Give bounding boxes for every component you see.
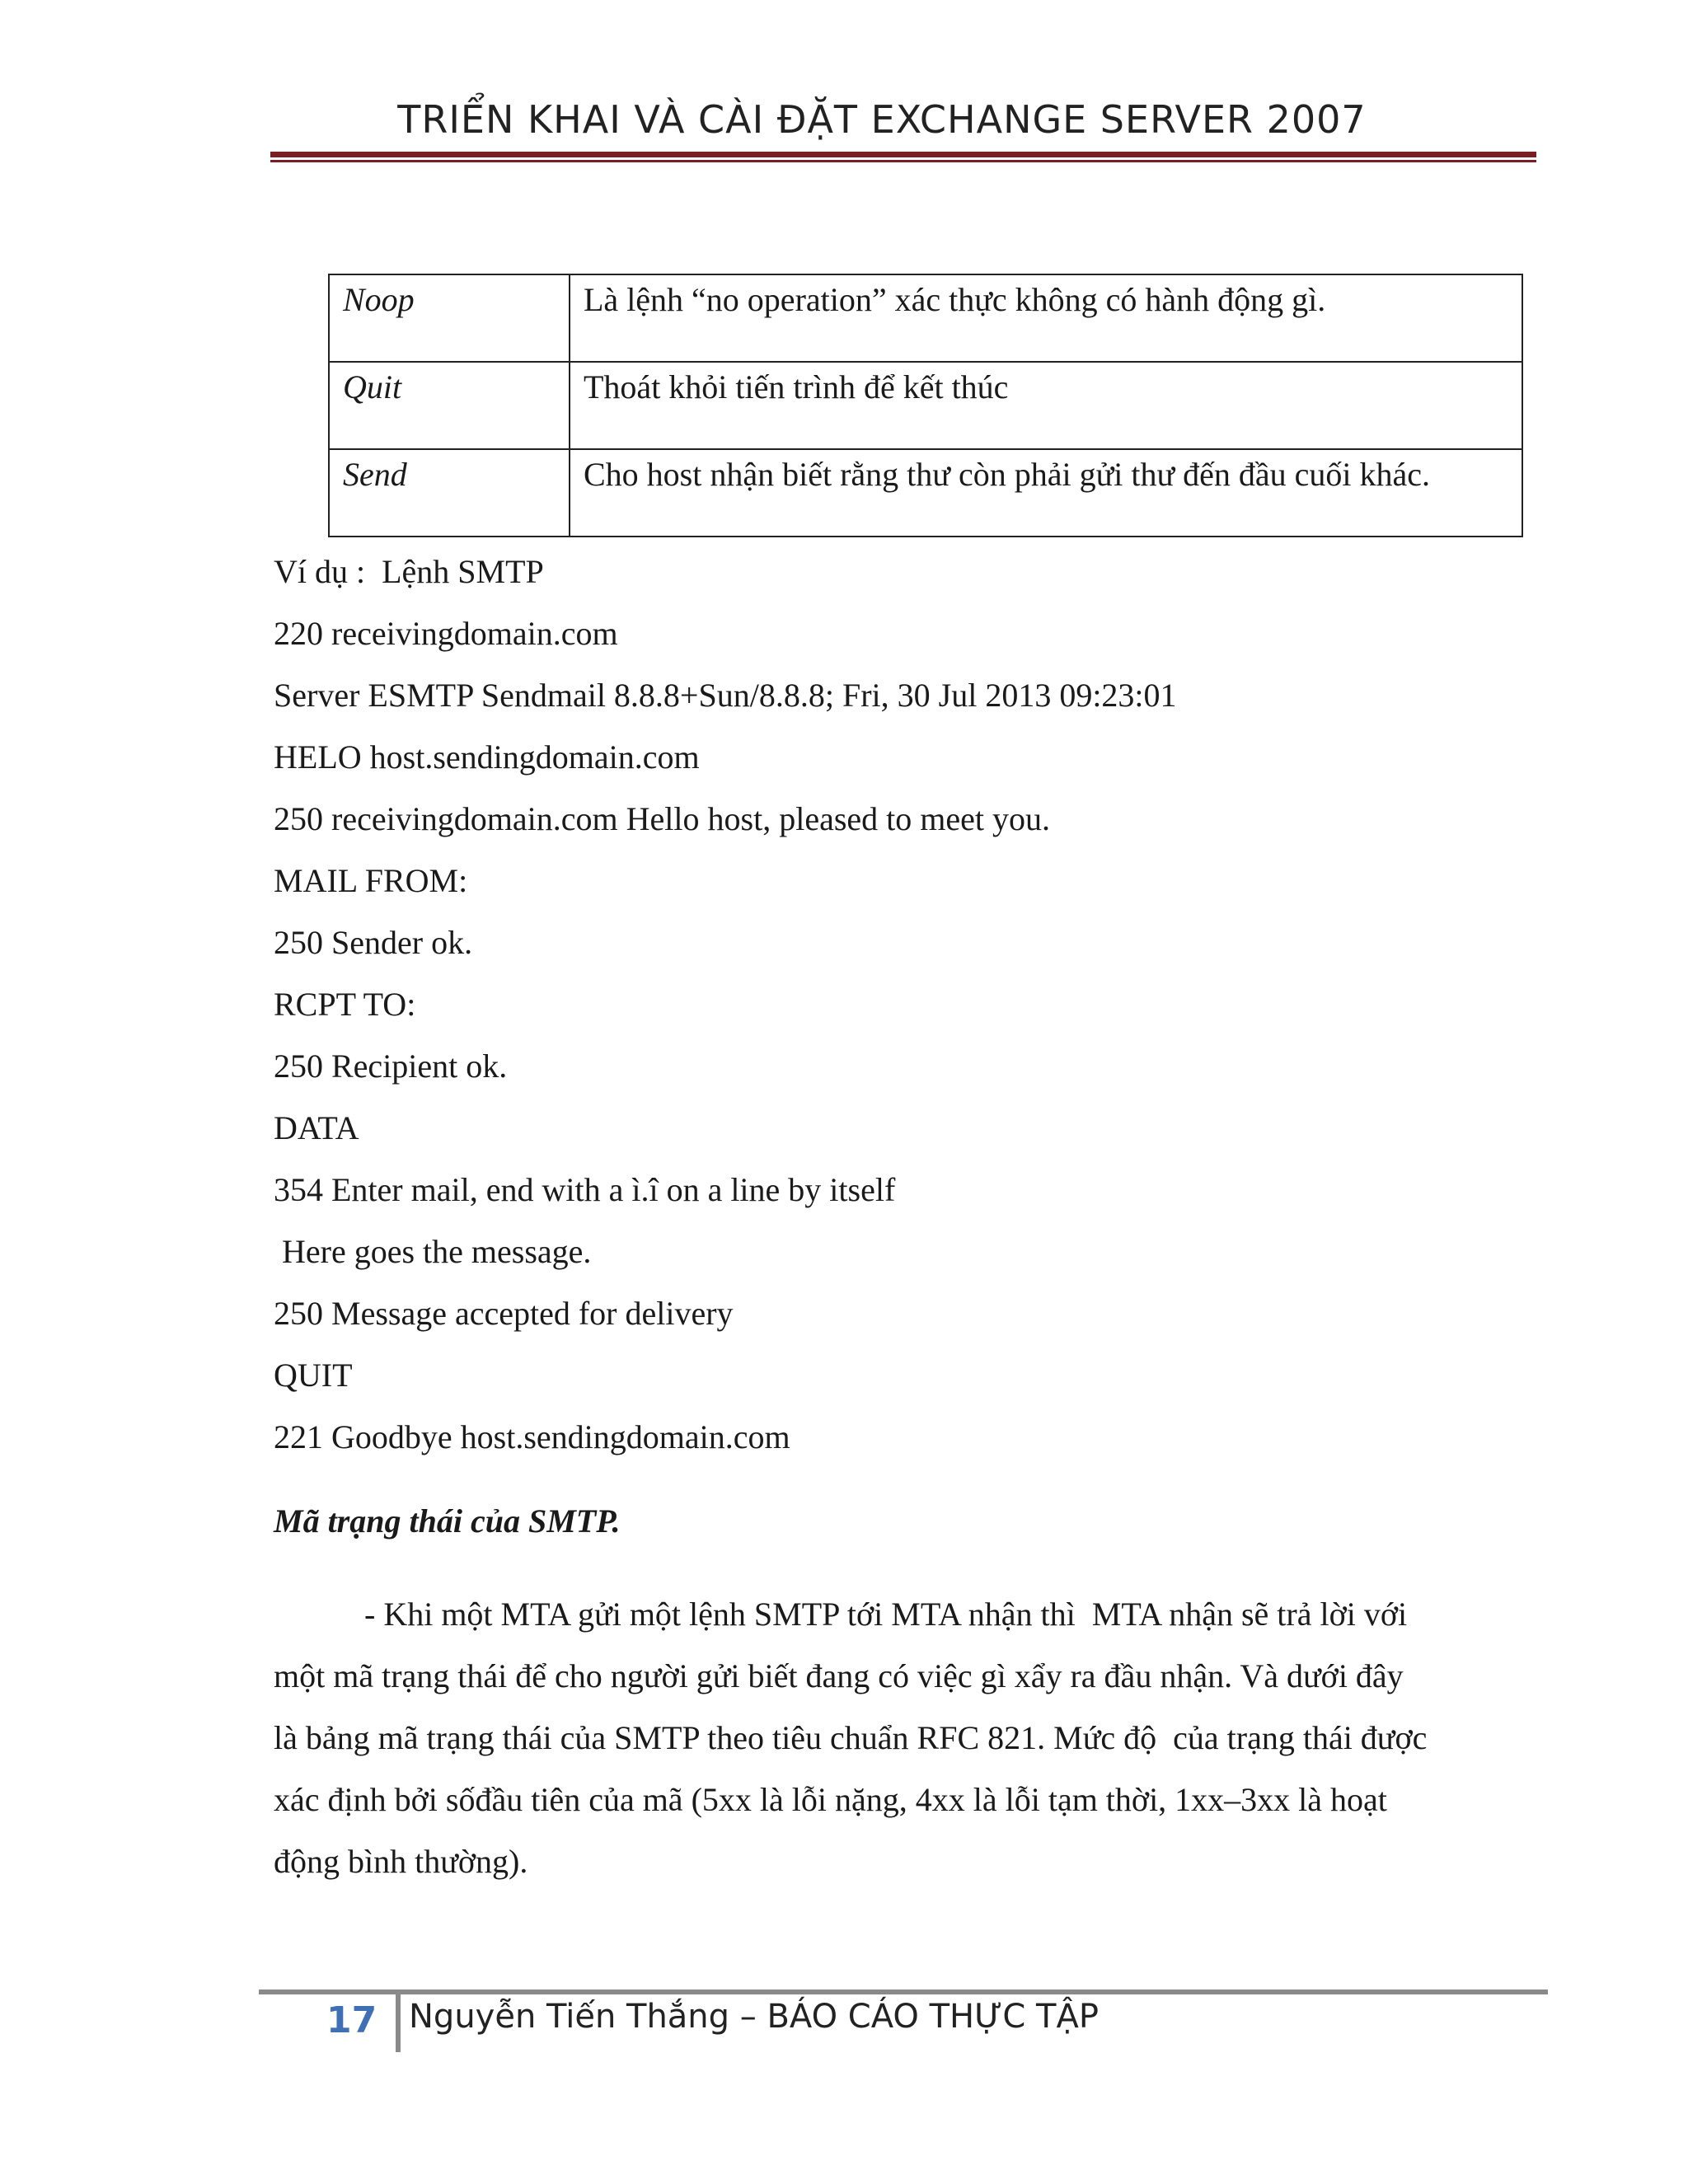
example-line: 250 Message accepted for delivery	[274, 1295, 734, 1332]
example-line: QUIT	[274, 1357, 353, 1394]
paragraph-line: - Khi một MTA gửi một lệnh SMTP tới MTA nhận thì MTA nhận sẽ trả lời với	[274, 1596, 1408, 1633]
example-line: 221 Goodbye host.sendingdomain.com	[274, 1418, 790, 1455]
example-line: Server ESMTP Sendmail 8.8.8+Sun/8.8.8; Fri, 30 Jul 2013 09:23:01	[274, 677, 1177, 714]
smtp-commands-table	[328, 274, 1523, 537]
example-line: HELO host.sendingdomain.com	[274, 738, 700, 776]
smtp-example-transcript	[274, 541, 1177, 1468]
paragraph-line: động bình thường).	[274, 1843, 528, 1880]
example-line: DATA	[274, 1109, 359, 1146]
paragraph-line: là bảng mã trạng thái của SMTP theo tiêu chuẩn RFC 821. Mức độ của trạng thái được	[274, 1719, 1428, 1756]
footer-rule	[259, 1990, 1548, 1994]
example-line: 250 receivingdomain.com Hello host, pleased to meet you.	[274, 800, 1050, 837]
example-line: 250 Recipient ok.	[274, 1047, 508, 1085]
header-rule-thin	[270, 160, 1536, 162]
body-paragraph	[274, 1583, 1535, 1892]
example-line: Ví dụ : Lệnh SMTP	[274, 553, 544, 590]
command-description-cell: Cho host nhận biết rằng thư còn phải gửi thư đến đầu cuối khác.	[570, 449, 1522, 537]
example-line: 220 receivingdomain.com	[274, 615, 618, 652]
paragraph-line: xác định bởi sốđầu tiên của mã (5xx là lỗi nặng, 4xx là lỗi tạm thời, 1xx–3xx là hoạt	[274, 1781, 1387, 1818]
example-line: Here goes the message.	[274, 1233, 592, 1270]
header-rule	[270, 152, 1536, 157]
footer-author-text: Nguyễn Tiến Thắng – BÁO CÁO THỰC TẬP	[409, 1998, 1099, 2036]
section-heading: Mã trạng thái của SMTP.	[274, 1502, 621, 1540]
command-description-cell: Là lệnh “no operation” xác thực không có hành động gì.	[570, 274, 1522, 362]
table-row	[329, 274, 1522, 362]
footer-divider	[396, 1994, 401, 2052]
example-line: 250 Sender ok.	[274, 924, 473, 961]
table-row	[329, 362, 1522, 449]
command-name-cell: Quit	[329, 362, 570, 449]
table-row	[329, 449, 1522, 537]
example-line: 354 Enter mail, end with a ì.î on a line by itself	[274, 1171, 896, 1208]
command-name-cell: Send	[329, 449, 570, 537]
command-description-cell: Thoát khỏi tiến trình để kết thúc	[570, 362, 1522, 449]
example-line: MAIL FROM:	[274, 862, 468, 899]
command-name-cell: Noop	[329, 274, 570, 362]
page-header-title: TRIỂN KHAI VÀ CÀI ĐẶT EXCHANGE SERVER 2007	[397, 97, 1367, 142]
example-line: RCPT TO:	[274, 986, 416, 1023]
paragraph-line: một mã trạng thái để cho người gửi biết đang có việc gì xẩy ra đầu nhận. Và dưới đây	[274, 1657, 1404, 1694]
page-number: 17	[326, 1999, 377, 2041]
